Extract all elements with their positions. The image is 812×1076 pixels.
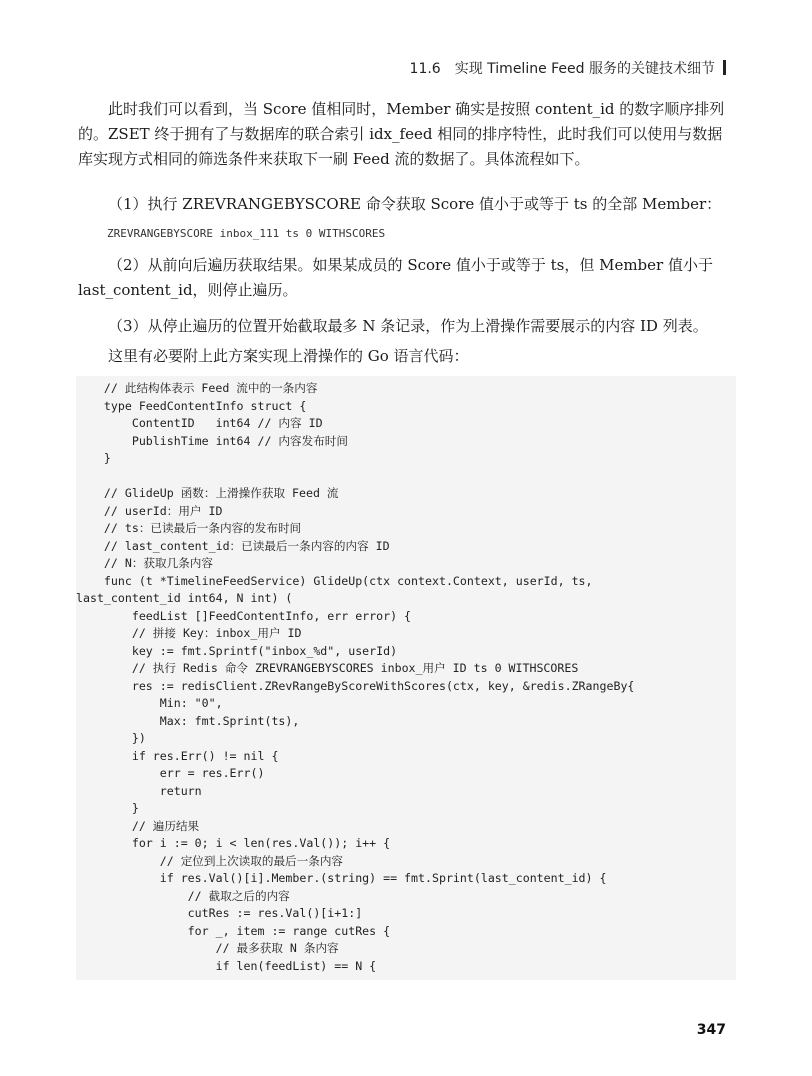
- code-line: if len(feedList) == N {: [76, 958, 377, 973]
- code-line: if res.Val()[i].Member.(string) == fmt.Sprint(last_content_id) {: [76, 871, 607, 885]
- code-line: ContentID int64 // 内容 ID: [76, 416, 323, 430]
- code-line: // ts：已读最后一条内容的发布时间: [76, 521, 302, 535]
- code-line: func (t *TimelineFeedService) GlideUp(ctx context.Context, userId, ts,: [76, 573, 593, 588]
- code-line: // 截取之后的内容: [76, 888, 290, 903]
- code-intro-paragraph: 这里有必要附上此方案实现上滑操作的 Go 语言代码：: [108, 347, 469, 365]
- code-line: }: [76, 451, 111, 465]
- code-line: res := redisClient.ZRevRangeByScoreWithScores(ctx, key, &redis.ZRangeBy{: [76, 678, 635, 693]
- code-line: PublishTime int64 // 内容发布时间: [76, 433, 348, 448]
- code-line: }: [76, 801, 139, 815]
- code-line: feedList []FeedContentInfo, err error) {: [76, 608, 412, 623]
- code-line: if res.Err() != nil {: [76, 748, 279, 763]
- running-header: [410, 58, 726, 78]
- code-line: // N：获取几条内容: [76, 556, 213, 570]
- code-line: last_content_id int64, N int) (: [76, 591, 293, 605]
- code-text: [76, 376, 736, 975]
- code-line: }): [76, 731, 146, 745]
- section-title: 实现 Timeline Feed 服务的关键技术细节: [454, 61, 715, 77]
- code-line: for i := 0; i < len(res.Val()); i++ {: [76, 836, 391, 850]
- code-line: // 定位到上次读取的最后一条内容: [76, 853, 344, 868]
- code-line: // 执行 Redis 命令 ZREVRANGEBYSCORES inbox_用户 ID ts 0 WITHSCORES: [76, 661, 579, 675]
- header-bar-decoration: [723, 60, 726, 75]
- code-line: type FeedContentInfo struct {: [76, 398, 307, 413]
- code-line: // userId：用户 ID: [76, 503, 223, 518]
- page-number: 347: [696, 1022, 726, 1038]
- code-line: // last_content_id：已读最后一条内容的内容 ID: [76, 538, 390, 553]
- code-line: Min: "0",: [76, 696, 223, 710]
- code-line: // 遍历结果: [76, 818, 200, 833]
- code-line: for _, item := range cutRes {: [76, 923, 391, 938]
- code-line: // 此结构体表示 Feed 流中的一条内容: [76, 381, 318, 395]
- code-line: key := fmt.Sprintf("inbox_%d", userId): [76, 643, 398, 658]
- intro-paragraph: 此时我们可以看到，当 Score 值相同时，Member 确实是按照 content_id 的数字顺序排列的。ZSET 终于拥有了与数据库的联合索引 idx_feed 相同的排序特性，此时我们可以使用与数据库实现方式相同的筛选条件来获取下一刷 Feed 流的数据了。具体流程如下。: [78, 100, 725, 168]
- code-line: // 最多获取 N 条内容: [76, 941, 339, 955]
- code-line: return: [76, 783, 202, 798]
- step-2-paragraph: （2）从前向后遍历获取结果。如果某成员的 Score 值小于或等于 ts，但 Member 值小于 last_content_id，则停止遍历。: [78, 256, 713, 299]
- code-line: cutRes := res.Val()[i+1:]: [76, 906, 363, 920]
- code-line: // GlideUp 函数：上滑操作获取 Feed 流: [76, 486, 339, 500]
- code-line: Max: fmt.Sprint(ts),: [76, 713, 300, 728]
- code-line: err = res.Err(): [76, 766, 265, 780]
- step-3-paragraph: （3）从停止遍历的位置开始截取最多 N 条记录，作为上滑操作需要展示的内容 ID 列表。: [108, 317, 708, 335]
- command-line: ZREVRANGEBYSCORE inbox_111 ts 0 WITHSCORES: [107, 227, 386, 240]
- section-number: 11.6: [409, 61, 441, 77]
- step-1-paragraph: （1）执行 ZREVRANGEBYSCORE 命令获取 Score 值小于或等于 ts 的全部 Member：: [108, 195, 722, 213]
- code-line: // 拼接 Key：inbox_用户 ID: [76, 626, 302, 640]
- code-block: [76, 376, 736, 980]
